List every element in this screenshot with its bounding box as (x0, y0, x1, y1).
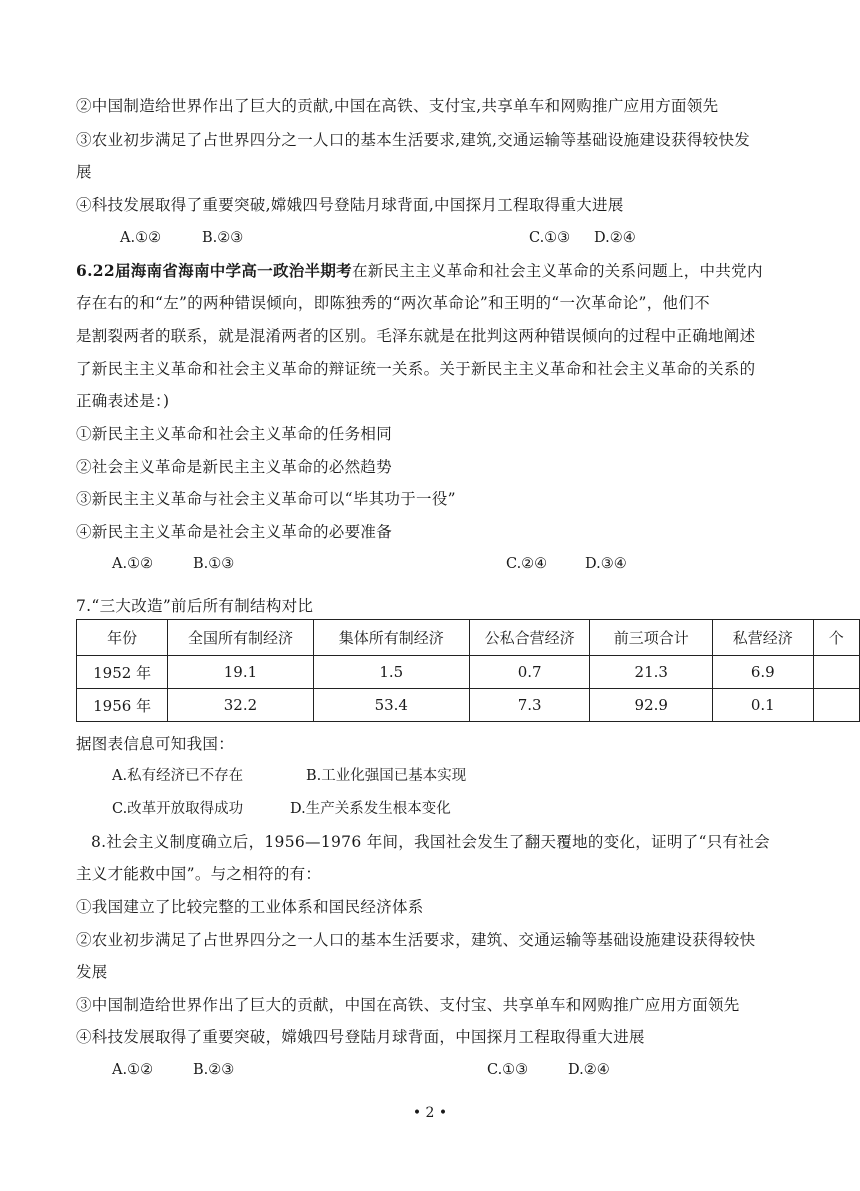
table-cell: 1956 年 (77, 689, 168, 722)
q5-option-b: B.②③ (202, 230, 244, 246)
q6-source: 22届海南省海南中学高一政治半期考 (92, 261, 352, 280)
q7-option-c: C.改革开放取得成功 (112, 801, 244, 817)
q6-line-2: 存在右的和“左”的两种错误倾向，即陈独秀的“两次革命论”和王明的“一次革命论”，他们不 (76, 294, 710, 312)
q5-statement-4: ④科技发展取得了重要突破,嫦娥四号登陆月球背面,中国探月工程取得重大进展 (76, 196, 624, 214)
q8-statement-4: ④科技发展取得了重要突破，嫦娥四号登陆月球背面，中国探月工程取得重大进展 (76, 1028, 645, 1046)
table-cell: 53.4 (313, 689, 469, 722)
q8-statement-2: ②农业初步满足了占世界四分之一人口的基本生活要求，建筑、交通运输等基础设施建设获得较快 (76, 931, 756, 949)
table-header-private: 私营经济 (713, 620, 813, 656)
table-cell: 7.3 (469, 689, 590, 722)
q6-option-c: C.②④ (506, 556, 548, 572)
q6-statement-3: ③新民主主义革命与社会主义革命可以“毕其功于一役” (76, 490, 456, 508)
q8-option-c: C.①③ (487, 1062, 529, 1078)
table-header-subtotal: 前三项合计 (590, 620, 713, 656)
q8-line-1: 8.社会主义制度确立后，1956—1976 年间，我国社会发生了翻天覆地的变化，证明了“只有社会 (91, 833, 770, 851)
q5-statement-3-cont: 展 (76, 163, 92, 181)
table-header-individual: 个 (813, 620, 860, 656)
q8-statement-2-cont: 发展 (76, 963, 108, 981)
table-header-state: 全国所有制经济 (168, 620, 313, 656)
q8-line-2: 主义才能救中国”。与之相符的有： (76, 865, 322, 883)
table-header-collective: 集体所有制经济 (313, 620, 469, 656)
table-header-joint: 公私合营经济 (469, 620, 590, 656)
table-header-row (77, 620, 860, 656)
q6-statement-2: ②社会主义革命是新民主主义革命的必然趋势 (76, 458, 393, 476)
page-number: • 2 • (412, 1105, 448, 1121)
table-header-year: 年份 (77, 620, 168, 656)
q5-statement-2: ②中国制造给世界作出了巨大的贡献,中国在高铁、支付宝,共享单车和网购推广应用方面领先 (76, 97, 719, 115)
q7-prompt: 据图表信息可知我国： (76, 735, 235, 753)
table-cell: 19.1 (168, 656, 313, 689)
q6-number: 6. (76, 261, 93, 280)
q7-option-b: B.工业化强国已基本实现 (306, 768, 467, 784)
table-cell (813, 689, 860, 722)
table-cell: 0.1 (713, 689, 813, 722)
table-cell: 21.3 (590, 656, 713, 689)
q8-option-d: D.②④ (568, 1062, 610, 1078)
q6-line-4: 了新民主主义革命和社会主义革命的辩证统一关系。关于新民主主义革命和社会主义革命的关系的 (76, 360, 756, 378)
q6-option-a: A.①② (112, 556, 154, 572)
table-cell: 92.9 (590, 689, 713, 722)
q6-statement-4: ④新民主主义革命是社会主义革命的必要准备 (76, 523, 393, 541)
q6-line-5: 正确表述是：) (76, 392, 170, 410)
q6-line-3: 是割裂两者的联系，就是混淆两者的区别。毛泽东就是在批判这两种错误倾向的过程中正确地阐述 (76, 327, 756, 345)
q7-option-a: A.私有经济已不存在 (112, 768, 244, 784)
q7-title: 7.“三大改造”前后所有制结构对比 (76, 597, 314, 615)
table-cell: 32.2 (168, 689, 313, 722)
table-cell (813, 656, 860, 689)
q8-statement-3: ③中国制造给世界作出了巨大的贡献，中国在高铁、支付宝、共享单车和网购推广应用方面领先 (76, 996, 740, 1014)
table-cell: 1.5 (313, 656, 469, 689)
table-cell: 0.7 (469, 656, 590, 689)
q7-option-d: D.生产关系发生根本变化 (290, 801, 451, 817)
ownership-table (76, 619, 860, 722)
q8-option-a: A.①② (112, 1062, 154, 1078)
q5-option-a: A.①② (120, 230, 162, 246)
table-row (77, 656, 860, 689)
q5-option-c: C.①③ (529, 230, 571, 246)
q8-option-b: B.②③ (193, 1062, 235, 1078)
table-cell: 6.9 (713, 656, 813, 689)
q5-statement-3: ③农业初步满足了占世界四分之一人口的基本生活要求,建筑,交通运输等基础设施建设获得较快发 (76, 131, 751, 149)
table-cell: 1952 年 (77, 656, 168, 689)
q5-option-d: D.②④ (594, 230, 636, 246)
q6-statement-1: ①新民主主义革命和社会主义革命的任务相同 (76, 425, 393, 443)
table-row (77, 689, 860, 722)
q6-option-d: D.③④ (585, 556, 627, 572)
q6-option-b: B.①③ (193, 556, 235, 572)
q8-statement-1: ①我国建立了比较完整的工业体系和国民经济体系 (76, 898, 424, 916)
q6-line-1-text: 在新民主主义革命和社会主义革命的关系问题上，中共党内 (351, 262, 763, 280)
